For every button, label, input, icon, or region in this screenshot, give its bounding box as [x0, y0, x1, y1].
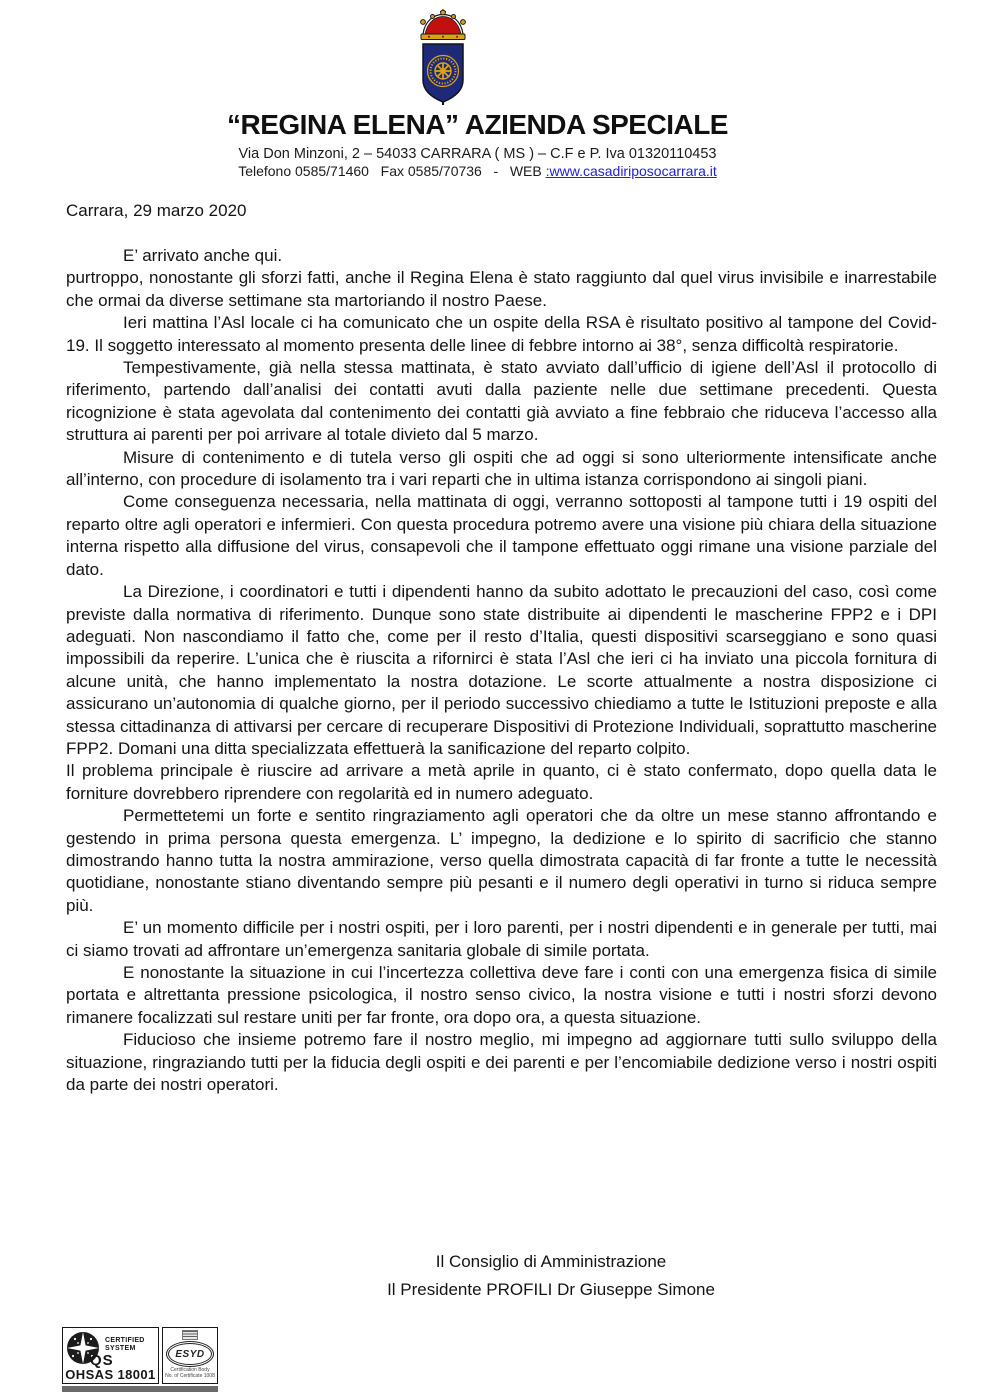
paragraph: Fiducioso che insieme potremo fare il nostro meglio, mi impegno ad aggiornare tutti sullo sviluppo della situazione, ringraziando tutti per la fiducia degli ospiti e dei parenti e per l’encomiabile dedizione verso i nostri ospiti da parte dei nostri operatori.	[66, 1030, 937, 1095]
system-label: SYSTEM	[105, 1345, 136, 1352]
paragraph: E’ un momento difficile per i nostri ospiti, per i loro parenti, per i nostri dipendenti e in generale per tutti, mai ci siamo trovati ad affrontare un’emergenza sanitaria globale di simile portata.	[66, 918, 937, 960]
signature-block	[165, 1248, 937, 1304]
greek-flag-icon	[182, 1330, 198, 1340]
paragraph: E nonostante la situazione in cui l’incertezza collettiva deve fare i conti con una emergenza fisica di simile portata e altrettanta pressione psicologica, il nostro senso civico, la nostra visione e tutti i nostri sforzi devono rimanere focalizzati sul restare uniti per far fronte, ora dopo ora, a questa situazione.	[66, 963, 937, 1027]
date-line: Carrara, 29 marzo 2020	[66, 201, 247, 220]
esyd-subtext-1: Certification Body	[170, 1367, 210, 1373]
ohsas-logo	[62, 1327, 159, 1384]
esyd-label: ESYD	[175, 1348, 205, 1360]
qs-label: QS	[90, 1352, 114, 1369]
contact-text: Telefono 0585/71460 Fax 0585/70736 - WEB	[238, 163, 546, 179]
esyd-subtext-2: No. of Certificate 1008	[165, 1372, 215, 1379]
paragraph: La Direzione, i coordinatori e tutti i dipendenti hanno da subito adottato le precauzioni del caso, così come previste dalla normativa di riferimento. Dunque sono state distribuite ai dipendenti le mascherine FPP2 e i DPI adeguati. Non nascondiamo il fatto che, come per il resto d’Italia, questi dispositivi scarseggiano e sono quasi impossibili da reperire. L’unica che è riuscita a rifornirci è stata l’Asl che ieri ci ha inviato una piccola fornitura di alcune unità, che hanno implementato la nostra dotazione. Le scorte attualmente a nostra disposizione ci assicurano un’autonomia di qualche giorno, per il periodo successivo chiediamo a tutte le Istituzioni preposte e alla stessa cittadinanza di attivarsi per cercare di recuperare Dispositivi di Protezione Individuali, soprattutto mascherine FPP2. Domani una ditta specializzata effettuerà la sanificazione del reparto colpito.	[66, 582, 937, 758]
address-line: Via Don Minzoni, 2 – 54033 CARRARA ( MS ) – C.F e P. Iva 01320110453	[238, 146, 717, 162]
crown-icon	[421, 9, 466, 40]
letter-body	[66, 245, 937, 1096]
paragraph: Ieri mattina l’Asl locale ci ha comunicato che un ospite della RSA è risultato positivo al tampone del Covid-19. Il soggetto interessato al momento presenta delle linee di febbre intorno ai 38°, senza difficoltà respiratorie.	[66, 313, 937, 355]
contact-line	[65, 163, 890, 180]
certified-label: CERTIFIED	[105, 1337, 145, 1344]
signature-line-2: Il Presidente PROFILI Dr Giuseppe Simone	[387, 1280, 715, 1299]
esyd-logo	[162, 1327, 218, 1384]
paragraph: Misure di contenimento e di tutela verso gli ospiti che ad oggi si sono ulteriormente intensificate anche all’interno, con procedure di isolamento tra i vari reparti che in ultima istanza corrispondono ai singoli piani.	[66, 447, 937, 490]
shield-icon	[423, 44, 463, 105]
ohsas-label: OHSAS 18001	[65, 1367, 156, 1382]
coat-of-arms-crest	[411, 8, 475, 106]
signature-line-1: Il Consiglio di Amministrazione	[435, 1252, 667, 1271]
paragraph: Tempestivamente, già nella stessa mattinata, è stato avviato dall’ufficio di igiene dell’Asl il protocollo di riferimento, partendo dall’analisi dei contatti avuti dalla paziente nelle due settimane precedenti. Questa ricognizione è stata agevolata dal contenimento dei contatti già avviato a fine febbraio che riduceva l’accesso alla struttura ai parenti per poi arrivare al totale divieto dal 5 marzo.	[66, 358, 937, 445]
paragraph: purtroppo, nonostante gli sforzi fatti, anche il Regina Elena è stato raggiunto dal quel virus invisibile e inarrestabile che ormai da diverse settimane sta martoriando il nostro Paese.	[66, 268, 937, 310]
paragraph: E’ arrivato anche qui.	[123, 246, 283, 265]
esyd-subtext	[163, 1368, 217, 1379]
footer-bar	[62, 1386, 218, 1392]
paragraph: Come conseguenza necessaria, nella mattinata di oggi, verranno sottoposti al tampone tutti i 19 ospiti del reparto oltre agli operatori e infermieri. Con questa procedura potremo avere una visione più chiara della situazione interna rispetto alla diffusione del virus, consapevoli che il tampone effettuato oggi rimane una visione parziale del dato.	[66, 492, 937, 579]
website-link[interactable]: :www.casadiriposocarrara.it	[545, 163, 717, 179]
org-title: “REGINA ELENA” AZIENDA SPECIALE	[227, 109, 728, 140]
paragraph: Il problema principale è riuscire ad arrivare a metà aprile in quanto, ci è stato confermato, dopo quella data le forniture dovrebbero riprendere con regolarità ed in numero adeguato.	[66, 761, 937, 803]
certification-logos	[62, 1327, 218, 1393]
esyd-oval	[166, 1341, 214, 1367]
certified-system-label	[105, 1337, 145, 1353]
paragraph: Permettetemi un forte e sentito ringraziamento agli operatori che da oltre un mese stanno affrontando e gestendo in prima persona questa emergenza. L’ impegno, la dedizione e lo spirito di sacrificio che stanno dimostrando hanno tutta la nostra ammirazione, verso quella dimostrata capacità di far fronte a tutte le necessità quotidiane, nonostante stiano diventando sempre più pesanti e il numero degli operativi in turno si riduca sempre più.	[66, 806, 937, 915]
